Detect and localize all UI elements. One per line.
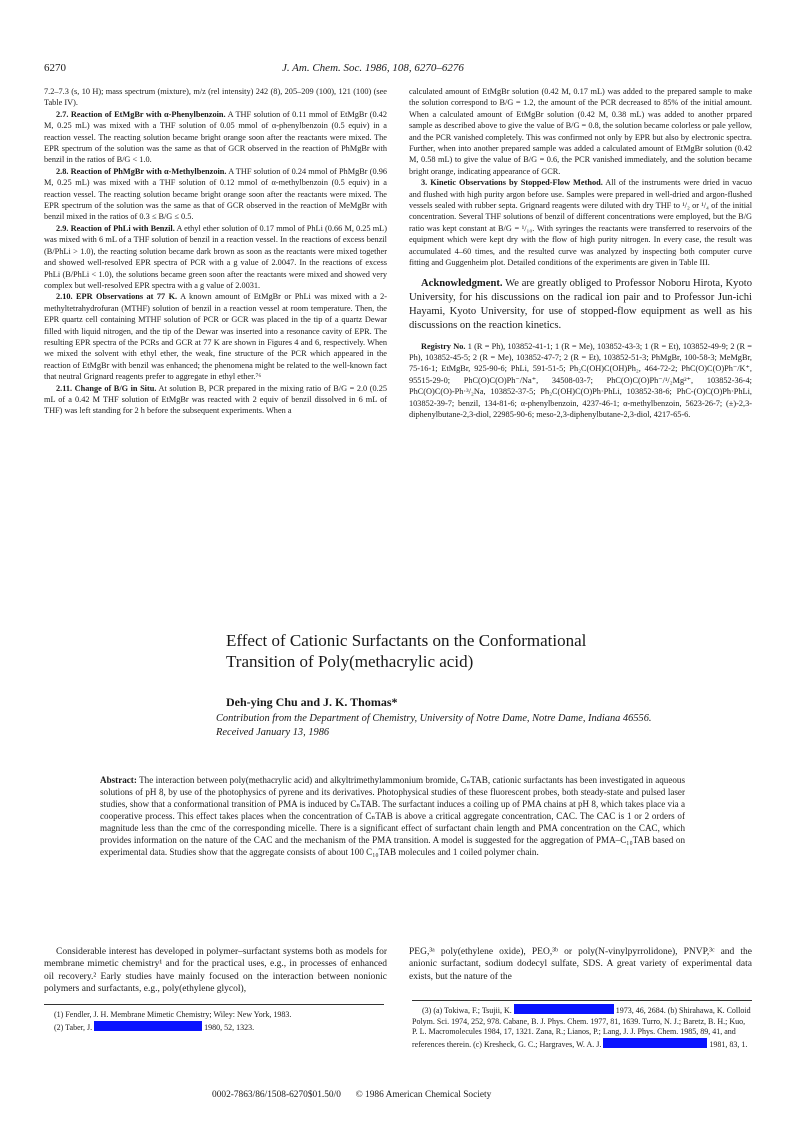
section-heading: 2.10. EPR Observations at 77 K. (56, 292, 178, 302)
section-heading: 3. Kinetic Observations by Stopped-Flow Method. (421, 178, 603, 188)
intro-left: Considerable interest has developed in polymer–surfactant systems both as models for membrane mimetic chemistry¹ and for the practical uses, e.g., in processes of enhanced oil recovery.² Early studies have mainly focused on the interaction between nonionic polymers and surfactants, e.g., poly(ethylene glycol), (44, 947, 387, 995)
intro-right: PEG,³ᵃ poly(ethylene oxide), PEO,³ᵇ or poly(N-vinylpyrrolidone), PNVP,³ᶜ and the anionic surfactant, sodium dodecyl sulfate, SDS. A great variety of experimental data exists, but the nature of the (409, 947, 752, 982)
paragraph: 7.2–7.3 (s, 10 H); mass spectrum (mixture), m/z (rel intensity) 242 (8), 205–209 (100), 121 (100) (see Table IV). (44, 87, 387, 108)
left-column (44, 86, 387, 417)
section-text: A ethyl ether solution of 0.17 mmol of PhLi (0.66 M, 0.25 mL) was mixed with 6 mL of a THF solution of benzil in a reaction vessel. In the reactions of excess benzil (B/PhLi > 1.0), the reacting solution became dark brown as soon as the reactants were mixed together and showed well-resolved EPR spectra of PCR with a g value of 2.0047. In the reactions of excess PhLi (B/PhLi < 1.0), the solutions became green soon after the reactants were mixed and showed very complex but well-resolved EPR spectra with a g value of 2.0031. (44, 223, 387, 290)
footnote-3 (412, 1004, 752, 1050)
footnote-divider (44, 1004, 384, 1005)
registry-numbers (409, 341, 752, 421)
section-2-11 (44, 383, 387, 417)
footnotes-left (44, 1010, 387, 1033)
article-title (226, 630, 586, 672)
redaction-box (603, 1038, 707, 1048)
footnote-text: 1981, 83, 1. (709, 1039, 748, 1049)
registry-text: 1 (R = Ph), 103852-41-1; 1 (R = Me), 103852-43-3; 1 (R = Et), 103852-49-9; 2 (R = Ph), 103852-45-5; 2 (R = Me), 103852-47-7; 2 (R = Et), 103852-51-3; PhMgBr, 100-58-3; MeMgBr, 75-16-1; EtMgBr, 925-90-6; PhLi, 591-51-5; Ph₂C(OH)C(OH)Ph₂, 464-72-2; PhC(O)C(O)Ph⁻/K⁺, 95515-29-0; PhC(O)C(O)Ph⁻/Na⁺, 34508-03-7; PhC(O)C(O)Ph⁻/¹/₂Mg²⁺, 103852-36-4; PhC(O)C(O)-Ph·³/₂Na, 103852-37-5; Ph₂C(OH)C(O)Ph·PhLi, 103852-38-6; PhC-(O)C(O)Ph·PhLi, 103852-39-7; benzil, 134-81-6; α-phenylbenzoin, 4237-46-1; α-methylbenzoin, 5623-26-7; (±)-2,3-diphenylbutane-2,3-diol, 22985-90-6; meso-2,3-diphenylbutane-2,3-diol, 4217-65-6. (409, 341, 752, 419)
issn-code: 0002-7863/86/1508-6270$01.50/0 (212, 1090, 341, 1100)
section-text: A known amount of EtMgBr or PhLi was mixed with a 2-methyltetrahydrofuran (MTHF) solution of benzil in a reaction vessel at room temperature. Then, the EPR quartz cell containing MTHF solution of PCR or GCR was placed in the tip of a quartz Dewar filled with liquid nitrogen, and the tip of the Dewar was inserted into a resonance cavity of EPR. The resulting EPR spectra of the PCRs and GCR at 77 K are shown in Figures 4 and 6, respectively. When we mixed the solvent with ethyl ether, the weak, fine structure of the PCR which appeared in the reaction of EtMgBr with benzil was enhanced; the phenomena might be related to the well-known fact that neutral Grignard reagents prefer to aggregate in ethyl ether.⁷⁶ (44, 292, 387, 382)
section-heading: 2.9. Reaction of PhLi with Benzil. (56, 223, 175, 233)
section-2-7 (44, 109, 387, 166)
footnote-text: 1980, 52, 1323. (204, 1022, 255, 1032)
section-heading: 2.11. Change of B/G in Situ. (56, 383, 157, 393)
title-line: Effect of Cationic Surfactants on the Conformational (226, 631, 587, 650)
footnote-text: (2) Taber, J. (54, 1022, 93, 1032)
redaction-box (94, 1021, 202, 1031)
section-text: All of the instruments were dried in vacuo and flushed with high purity argon before use. Samples were prepared in well-dried and argon-flushed vessels sealed with rubber septa. Grignard reagents were diluted with dry THF to ¹/₂ or ¹/₄ of the initial concentration. Several THF solutions of benzil of different concentrations were employed, but the B/G ratio was kept constant at B/G = ¹/₁₀. With syringes the reactants were transferred to reservoirs of the equipment which were kept dry with the flow of high purity nitrogen. In every case, the result was accumulated 4–60 times, and the resulted curve was analyzed by inspecting both computer curve fitting and Guggenheim plot. Detailed conditions of the experiments are given in Table III. (409, 178, 752, 268)
footnote-2 (44, 1021, 387, 1034)
footnote-text: (3) (a) Tokiwa, F.; Tsujii, K. (422, 1006, 512, 1015)
journal-citation: J. Am. Chem. Soc. 1986, 108, 6270–6276 (282, 62, 464, 74)
acknowledgment-heading: Acknowledgment. (421, 277, 503, 289)
section-text: A THF solution of 0.24 mmol of PhMgBr (0.96 M, 0.25 mL) was mixed with a THF solution of 0.12 mmol of α-methylbenzoin (0.5 equiv) in a reaction vessel. The reacting solution became bright orange soon after the reactants were mixed. The EPR spectrum of the solution was the same as that of GCR observed in the reaction of MeMgBr with benzil mixed in the ratios of 0.3 ≤ B/G ≤ 0.5. (44, 166, 387, 222)
registry-heading: Registry No. (421, 341, 466, 351)
footnote-1: (1) Fendler, J. H. Membrane Mimetic Chemistry; Wiley: New York, 1983. (54, 1010, 292, 1019)
acknowledgment-text: We are greatly obliged to Professor Noboru Hirota, Kyoto University, for his discussions on the radical ion pair and to Professor Jun-ichi Hayami, Kyoto University, for use of stopped-flow equipment as well as his discussions on the reaction kinetics. (409, 277, 752, 331)
footnote-divider (412, 1000, 752, 1001)
right-column (409, 86, 752, 420)
title-line: Transition of Poly(methacrylic acid) (226, 652, 474, 671)
section-3 (409, 177, 752, 268)
section-text: At solution B, PCR prepared in the mixing ratio of B/G = 2.0 (0.25 mL of a 0.42 M THF solution of EtMgBr was reacted with 2 equiv of benzil dissolved in 6 mL of THF) was left standing for 2 h before the subsequent experiments. When a (44, 383, 387, 416)
section-2-10 (44, 291, 387, 382)
section-text: A THF solution of 0.11 mmol of EtMgBr (0.42 M, 0.25 mL) was mixed with a THF solution of 0.05 mmol of α-phenylbenzoin (0.5 equiv) in a reaction vessel. The reacting solution became bright orange soon after the reactants were mixed. The EPR spectrum of the solution was the same as that of GCR observed in the reaction of PhMgBr with benzil in the ratios of B/G < 1.0. (44, 109, 387, 165)
section-2-8 (44, 166, 387, 223)
footer (212, 1090, 491, 1100)
page-number: 6270 (44, 62, 66, 74)
abstract (100, 774, 685, 858)
authors: Deh-ying Chu and J. K. Thomas* (226, 695, 398, 709)
section-heading: 2.8. Reaction of PhMgBr with α-Methylbenzoin. (56, 166, 227, 176)
acknowledgment (409, 277, 752, 333)
copyright: © 1986 American Chemical Society (355, 1090, 492, 1100)
redaction-box (514, 1004, 614, 1014)
affiliation: Contribution from the Department of Chemistry, University of Notre Dame, Notre Dame, Indiana 46556. Received January 13, 1986 (216, 713, 652, 738)
abstract-label: Abstract: (100, 775, 137, 785)
paragraph: calculated amount of EtMgBr solution (0.42 M, 0.17 mL) was added to the prepared sample to make the solution correspond to B/G = 1.2, the amount of the PCR decreased to 85% of the initial amount. When a calculated amount of EtMgBr solution (0.42 M, 0.38 mL) was added to another prpared sample as described above to give the value of B/G = 0.8, the solution became colorless or pale yellow, and the PCR vanished completely. This was confirmed not only by EPR but also by electronic spectra. Further, when into another prepared sample was added a calculated amount of EtMgBr solution (0.42 M, 0.58 mL) to give the value of B/G = 0.6, the PCR vanished immediately, and the solution became bright orange, indicating appearance of GCR. (409, 87, 752, 176)
abstract-text: The interaction between poly(methacrylic acid) and alkyltrimethylammonium bromide, CₙTAB, cationic surfactants has been investigated in aqueous solutions of pH 8, by use of the photophysics of pyrene and its derivatives. Photophysical studies of these fluorescent probes, both steady-state and pulsed laser studies, show that a conformational transition of PMA is induced by CₙTAB. The surfactant induces a coiling up of PMA chains at pH 8, which takes place via a cooperative process. This effect takes places when the concentration of CₙTAB is above a critical aggregate concentration, CAC. The CAC is 1 or 2 orders of magnitude less than the cmc of the corresponding micelle. There is a significant effect of surfactant chain length and PMA concentration on the CAC, which provides information on the nature of the CAC and the mechanism of the PMA transition. A model is suggested for the aggregation of PMA–C₁₀TAB based on experimental data. Studies show that the aggregate consists of about 100 C₁₀TAB molecules and 1 coiled polymer chain. (100, 775, 685, 857)
section-heading: 2.7. Reaction of EtMgBr with α-Phenylbenzoin. (56, 109, 226, 119)
section-2-9 (44, 223, 387, 291)
footnote-text: 1973, 46, 2684. (b) Shirahawa, K. Colloid Polym. Sci. 1974, 252, 978. Cabane, B. J. Phys. Chem. 1977, 81, 1639. Turro, N. J.; Baretz, B. H.; Kuo, P. L. Macromolecules 1984, 17, 1321. Zana, R.; Lianos, P.; Lang, J. J. Phys. Chem. 1985, 89, 41, and references therein. (c) Kresheck, G. C.; Hargraves, W. A. J. (412, 1006, 751, 1049)
